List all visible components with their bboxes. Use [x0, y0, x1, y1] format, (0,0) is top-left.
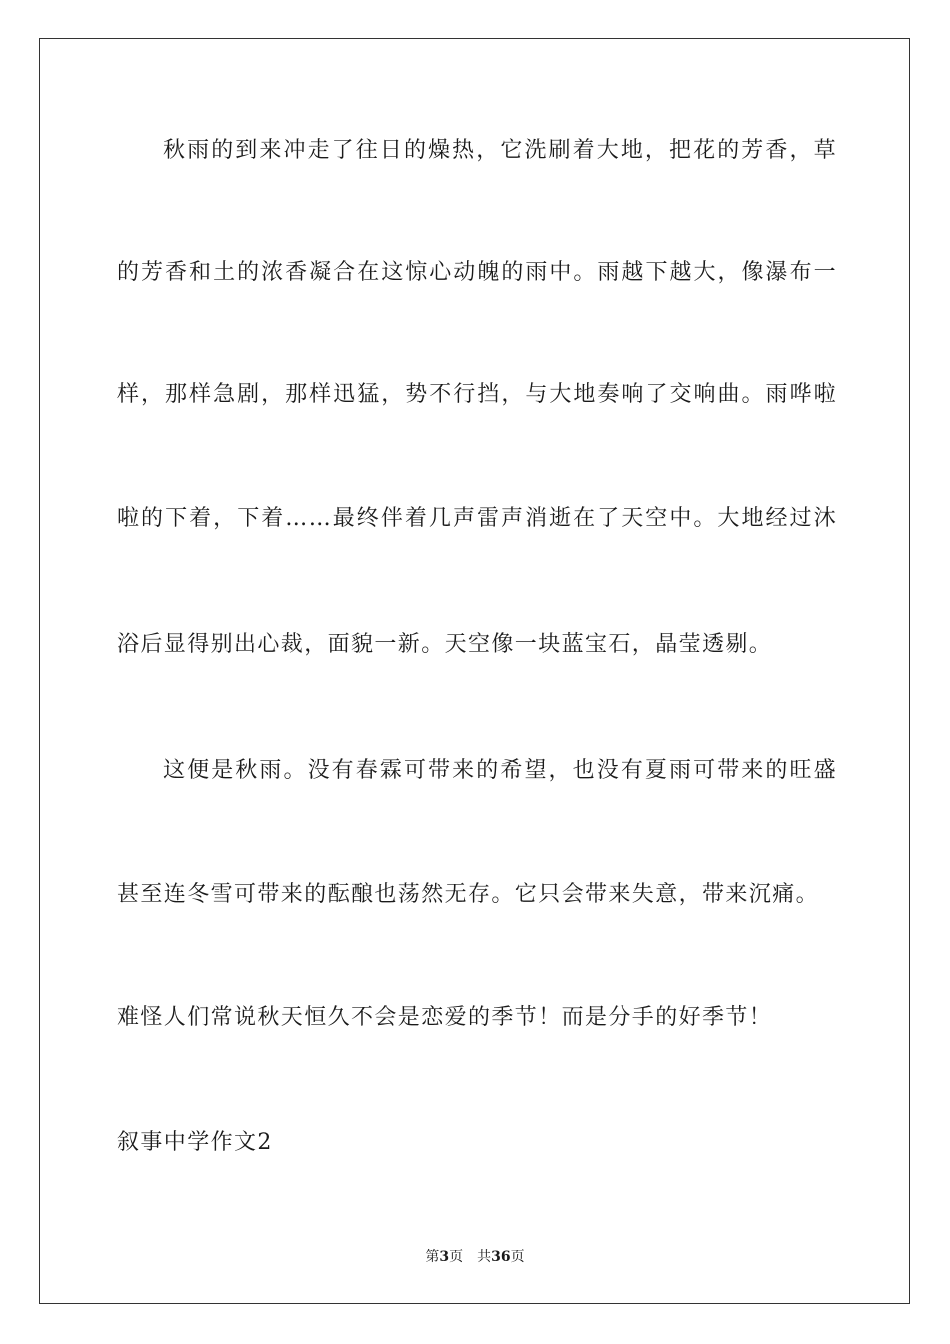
total-suffix: 页 — [510, 1249, 525, 1265]
page-prefix: 第 — [425, 1249, 440, 1265]
page-suffix: 页 — [449, 1249, 464, 1265]
total-pages: 36 — [491, 1249, 511, 1265]
total-prefix: 共 — [477, 1249, 492, 1265]
section-heading: 叙事中学作文2 — [117, 1130, 273, 1155]
page-border — [39, 38, 910, 1304]
page-number: 3 — [439, 1249, 450, 1265]
paragraph-2-line-1: 这便是秋雨。没有春霖可带来的希望，也没有夏雨可带来的旺盛 — [163, 758, 837, 783]
page-footer — [0, 1248, 950, 1266]
paragraph-1-line-5: 浴后显得别出心裁，面貌一新。天空像一块蓝宝石，晶莹透剔。 — [117, 632, 773, 657]
paragraph-1-line-2: 的芳香和土的浓香凝合在这惊心动魄的雨中。雨越下越大，像瀑布一 — [117, 260, 837, 285]
paragraph-1-line-1: 秋雨的到来冲走了往日的燥热，它洗刷着大地，把花的芳香，草 — [163, 138, 837, 163]
paragraph-1-line-4: 啦的下着，下着……最终伴着几声雷声消逝在了天空中。大地经过沐 — [117, 506, 837, 531]
paragraph-1-line-3: 样，那样急剧，那样迅猛，势不行挡，与大地奏响了交响曲。雨哗啦 — [117, 382, 837, 407]
paragraph-2-line-2: 甚至连冬雪可带来的酝酿也荡然无存。它只会带来失意，带来沉痛。 — [117, 882, 820, 907]
paragraph-2-line-3: 难怪人们常说秋天恒久不会是恋爱的季节！而是分手的好季节！ — [117, 1005, 773, 1030]
